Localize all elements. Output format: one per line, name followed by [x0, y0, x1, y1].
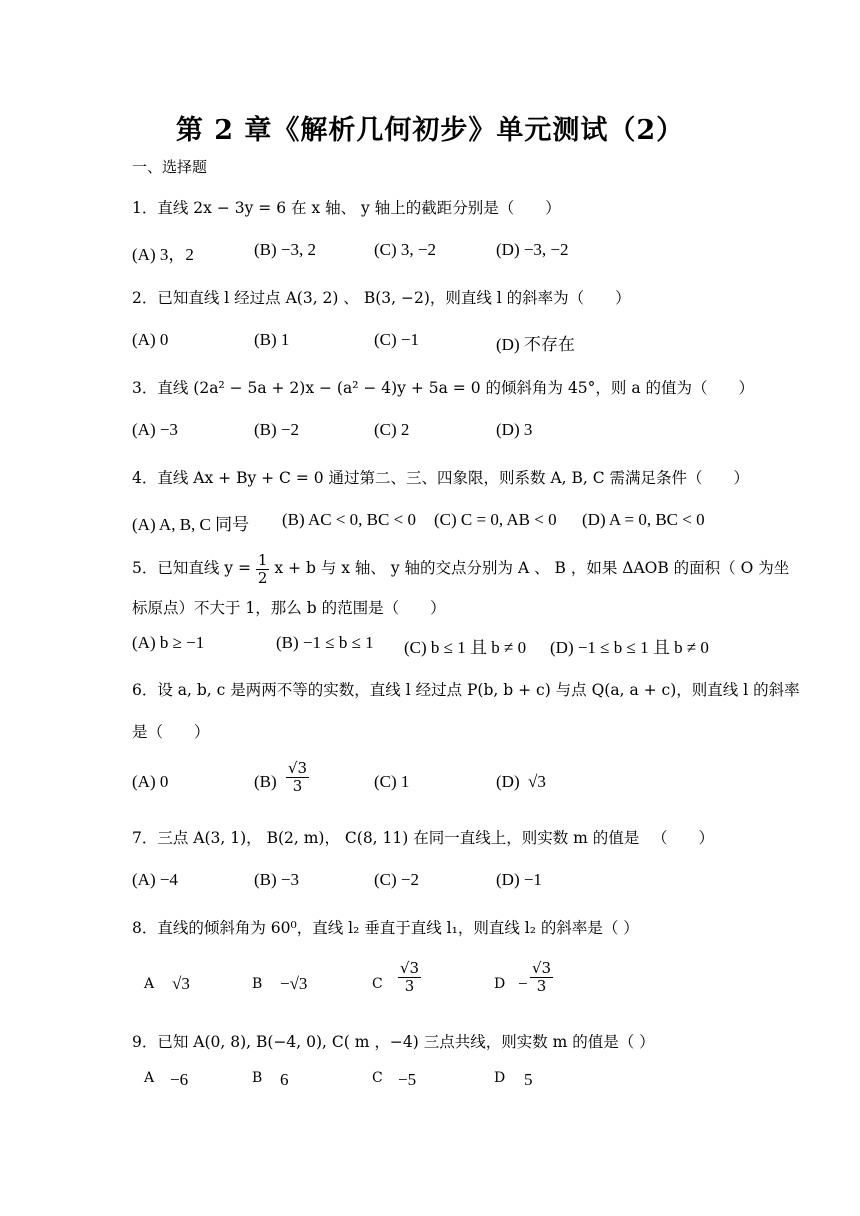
question-5-stem: [132, 552, 789, 586]
question-5-option-c: (C) b ≤ 1 且 b ≠ 0: [404, 638, 527, 657]
question-1-options: [132, 240, 732, 264]
question-9-option-a-value: −6: [170, 1070, 189, 1089]
question-8-option-d-minus: −: [518, 974, 528, 993]
question-4-option-b: (B) AC < 0, BC < 0: [282, 510, 416, 529]
question-2-option-d: (D) 不存在: [496, 335, 575, 354]
question-6-options: [132, 760, 732, 806]
question-8-option-d-fraction: [530, 960, 553, 994]
page-title: 第 2 章《解析几何初步》单元测试（2）: [175, 115, 685, 146]
question-9-option-b-value: 6: [280, 1070, 289, 1089]
question-3-option-d: (D) 3: [496, 420, 533, 439]
question-9-option-c-value: −5: [398, 1070, 417, 1089]
question-4-option-c: (C) C = 0, AB < 0: [434, 510, 557, 529]
question-9-option-b: B: [252, 1070, 263, 1086]
question-9-options: [132, 1070, 732, 1094]
question-8-option-d-den: 3: [536, 976, 547, 995]
question-7-option-c: (C) −2: [374, 870, 419, 889]
question-1-option-b: (B) −3, 2: [254, 240, 316, 259]
question-8-option-a: A: [144, 976, 155, 992]
question-8-option-a-value: √3: [172, 974, 190, 993]
question-8-stem: 8．直线的倾斜角为 60⁰，直线 l₂ 垂直于直线 l₁，则直线 l₂ 的斜率是（ ）: [132, 919, 639, 937]
question-2-option-c: (C) −1: [374, 330, 419, 349]
question-5-stem-pre: 5．已知直线 y =: [132, 559, 251, 577]
question-5-stem-post: x + b 与 x 轴、 y 轴的交点分别为 A 、 B ，如果 ΔAOB 的面积（ O 为坐: [274, 559, 790, 577]
question-8-option-c: C: [372, 976, 383, 992]
question-6-option-a: (A) 0: [132, 772, 169, 791]
question-6-option-b-num: √3: [288, 759, 308, 777]
question-7-stem: 7．三点 A(3, 1)， B(2, m)， C(8, 11) 在同一直线上，则实数 m 的值是: [132, 829, 640, 847]
section-heading: 一、选择题: [132, 158, 208, 176]
question-9-option-a: A: [144, 1070, 155, 1086]
question-8-option-d-num: √3: [532, 959, 552, 977]
question-6-option-c: (C) 1: [374, 772, 410, 791]
question-8-option-b: B: [252, 976, 263, 992]
question-7-answer-paren: （ ）: [652, 829, 715, 847]
question-3-option-a: (A) −3: [132, 420, 178, 439]
question-2-option-a: (A) 0: [132, 330, 169, 349]
question-9-option-d: D: [494, 1070, 506, 1086]
question-9-stem: 9．已知 A(0, 8), B(−4, 0), C( m ，−4) 三点共线，则实数 m 的值是（ ）: [132, 1033, 655, 1051]
question-2-options: [132, 330, 732, 354]
question-5-option-b: (B) −1 ≤ b ≤ 1: [276, 633, 374, 652]
question-8-option-c-den: 3: [404, 976, 415, 995]
question-1-option-c: (C) 3, −2: [374, 240, 436, 259]
question-8-option-b-value: −√3: [280, 974, 308, 993]
question-6-option-b: (B): [254, 772, 277, 791]
question-5-options: [132, 633, 732, 657]
question-9-option-d-value: 5: [524, 1070, 533, 1089]
question-3-option-c: (C) 2: [374, 420, 410, 439]
question-2-stem: 2．已知直线 l 经过点 A(3, 2) 、 B(3, −2)，则直线 l 的斜率为（ ）: [132, 289, 631, 307]
question-4-option-a: (A) A, B, C 同号: [132, 515, 250, 534]
question-7-option-a: (A) −4: [132, 870, 178, 889]
question-7-option-d: (D) −1: [496, 870, 542, 889]
question-4-stem: 4．直线 Ax + By + C = 0 通过第二、三、四象限，则系数 A, B, C 需满足条件（ ）: [132, 469, 750, 487]
question-5-fraction-den: 2: [257, 568, 268, 587]
question-6-option-b-den: 3: [292, 776, 303, 795]
question-6-option-b-fraction: [286, 760, 309, 794]
question-6-option-d: (D): [496, 772, 520, 791]
question-5-stem-line2: 标原点）不大于 1，那么 b 的范围是（ ）: [132, 599, 446, 617]
question-5-fraction: [256, 552, 270, 586]
question-5-fraction-num: 1: [257, 551, 268, 569]
question-6-stem-line2: 是（ ）: [132, 723, 210, 741]
question-4-options: [132, 510, 732, 534]
question-9-option-c: C: [372, 1070, 383, 1086]
question-3-option-b: (B) −2: [254, 420, 299, 439]
question-8-option-c-fraction: [398, 960, 421, 994]
question-3-options: [132, 420, 732, 444]
question-8-options: [132, 960, 732, 1010]
question-5-option-a: (A) b ≥ −1: [132, 633, 205, 652]
question-1-option-d: (D) −3, −2: [496, 240, 569, 259]
question-6-option-d-value: √3: [528, 772, 546, 791]
question-4-option-d: (D) A = 0, BC < 0: [582, 510, 705, 529]
question-6-stem: 6．设 a, b, c 是两两不等的实数，直线 l 经过点 P(b, b + c) 与点 Q(a, a + c)，则直线 l 的斜率: [132, 681, 800, 699]
question-8-option-c-num: √3: [400, 959, 420, 977]
question-8-option-d: D: [494, 976, 506, 992]
question-1-stem: 1．直线 2x − 3y = 6 在 x 轴、 y 轴上的截距分别是（ ）: [132, 199, 561, 217]
question-2-option-b: (B) 1: [254, 330, 290, 349]
question-7-options: [132, 870, 732, 894]
question-1-option-a: (A) 3，2: [132, 245, 194, 264]
question-3-stem: 3．直线 (2a² − 5a + 2)x − (a² − 4)y + 5a = 0 的倾斜角为 45°，则 a 的值为（ ）: [132, 379, 755, 397]
question-5-option-d: (D) −1 ≤ b ≤ 1 且 b ≠ 0: [550, 638, 709, 657]
question-7-option-b: (B) −3: [254, 870, 299, 889]
